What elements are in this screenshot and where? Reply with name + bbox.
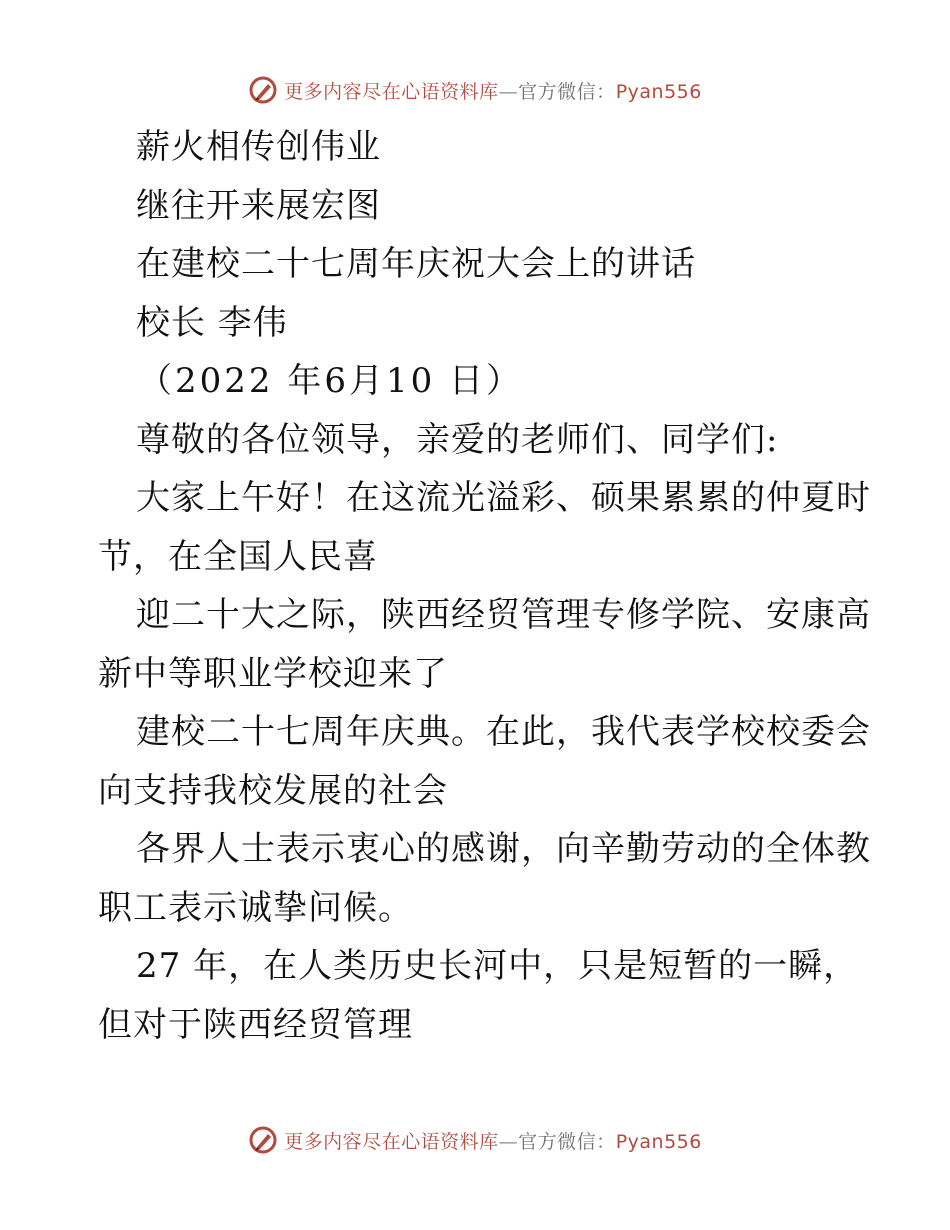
paragraph-line: 但对于陕西经贸管理 <box>98 1004 413 1045</box>
watermark-text: 更多内容尽在心语资料库—官方微信：Pyan556 <box>284 1130 702 1153</box>
subtitle: 在建校二十七周年庆祝大会上的讲话 <box>136 244 696 284</box>
speaker: 校长 李伟 <box>136 302 288 343</box>
paragraph-line: 职工表示诚挚问候。 <box>98 887 413 928</box>
paragraph-line: 迎二十大之际，陕西经贸管理专修学院、安康高 <box>136 595 871 635</box>
paragraph-line: 27 年，在人类历史长河中，只是短暂的一瞬， <box>136 946 859 986</box>
pen-logo-icon <box>248 1125 278 1155</box>
title-line-2: 继往开来展宏图 <box>136 185 381 226</box>
pen-logo-icon <box>248 75 278 105</box>
paragraph-line: 向支持我校发展的社会 <box>98 770 448 811</box>
paragraph-line: 节，在全国人民喜 <box>98 536 378 577</box>
paragraph-line: 新中等职业学校迎来了 <box>98 653 448 694</box>
paragraph-line: 建校二十七周年庆典。在此，我代表学校校委会 <box>136 712 871 752</box>
paragraph-line: 大家上午好！在这流光溢彩、硕果累累的仲夏时 <box>136 478 871 518</box>
footer-watermark <box>0 1120 950 1160</box>
document-body <box>98 118 871 1054</box>
title-line-1: 薪火相传创伟业 <box>136 127 381 167</box>
watermark-text: 更多内容尽在心语资料库—官方微信：Pyan556 <box>284 80 702 103</box>
paragraph-line: 各界人士表示衷心的感谢，向辛勤劳动的全体教 <box>136 829 871 869</box>
header-watermark <box>0 70 950 110</box>
salutation: 尊敬的各位领导，亲爱的老师们、同学们: <box>136 419 779 460</box>
speech-date: （2022 年6月10 日） <box>138 361 524 401</box>
